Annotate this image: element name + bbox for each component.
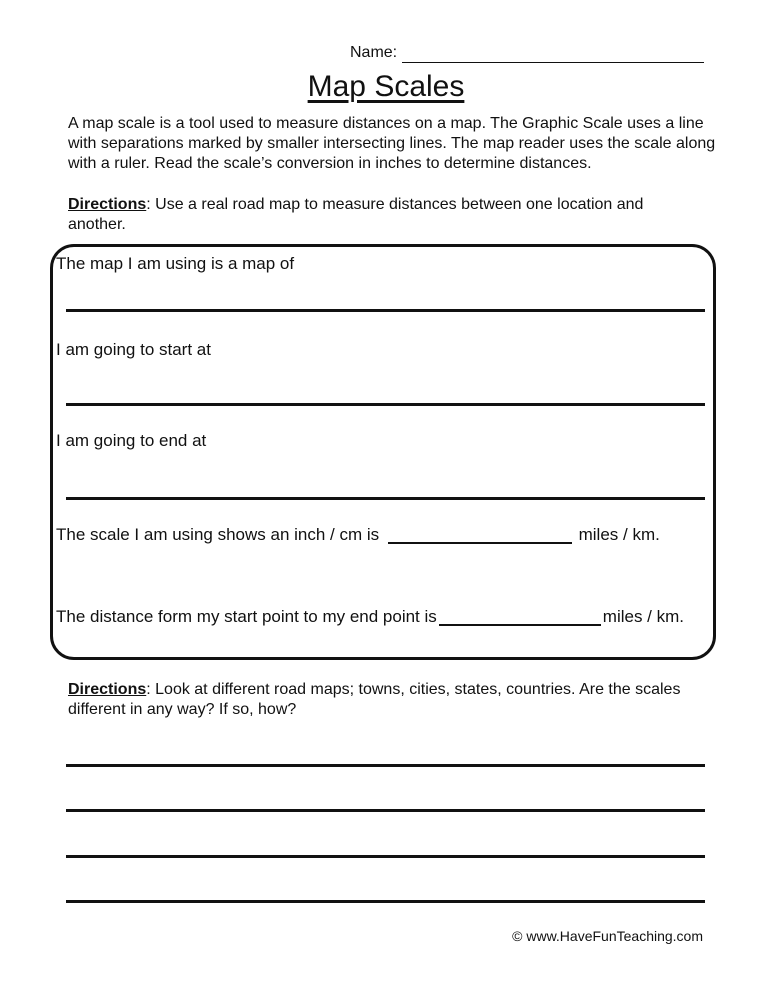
scale-row (56, 525, 660, 545)
start-at-label: I am going to start at (56, 340, 211, 359)
directions-2 (68, 680, 698, 720)
copyright-footer: © www.HaveFunTeaching.com (512, 928, 703, 944)
directions-1-text: : Use a real road map to measure distances between one location and another. (68, 196, 644, 233)
end-at-answer-line[interactable] (66, 497, 705, 500)
map-of-answer-line[interactable] (66, 309, 705, 312)
distance-answer-line[interactable] (439, 624, 601, 626)
name-label: Name: (350, 44, 398, 61)
answer-line[interactable] (66, 809, 705, 812)
intro-paragraph: A map scale is a tool used to measure distances on a map. The Graphic Scale uses a line with separations marked by smaller intersecting lines. The map reader uses the scale along with a ruler. Read the scale’s conversion in inches to determine distances. (68, 115, 716, 172)
answer-box (50, 244, 716, 660)
directions-1-label: Directions (68, 196, 147, 213)
distance-unit-label: miles / km. (602, 607, 685, 626)
directions-2-text: : Look at different road maps; towns, cities, states, countries. Are the scales different in any way? If so, how? (68, 681, 681, 718)
distance-row (56, 607, 684, 627)
map-of-label: The map I am using is a map of (56, 254, 295, 273)
directions-2-label: Directions (68, 681, 147, 698)
scale-answer-line[interactable] (388, 542, 572, 544)
name-answer-line[interactable] (402, 62, 704, 63)
end-at-label: I am going to end at (56, 431, 207, 450)
start-at-answer-line[interactable] (66, 403, 705, 406)
scale-unit-label: miles / km. (578, 525, 660, 544)
answer-line[interactable] (66, 855, 705, 858)
answer-line[interactable] (66, 900, 705, 903)
page-title: Map Scales (307, 70, 465, 103)
scale-label: The scale I am using shows an inch / cm is (56, 525, 380, 544)
distance-label: The distance form my start point to my end point is (56, 607, 437, 626)
directions-1 (68, 195, 698, 235)
answer-line[interactable] (66, 764, 705, 767)
